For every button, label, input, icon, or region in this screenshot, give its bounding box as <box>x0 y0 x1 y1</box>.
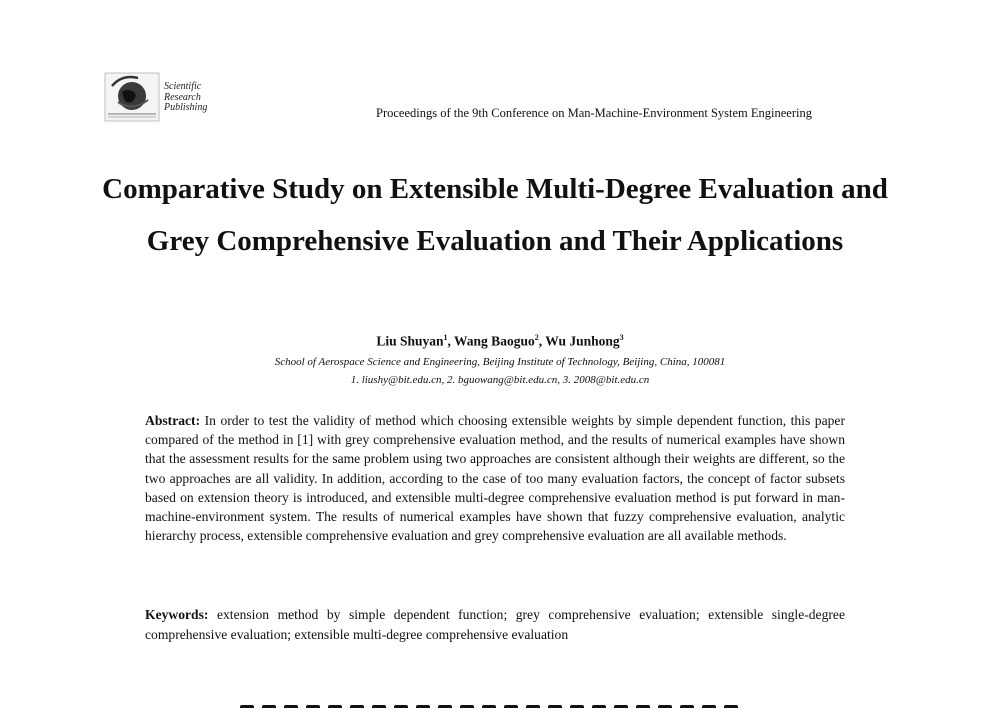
keywords <box>145 605 845 644</box>
abstract-label: Abstract: <box>145 413 201 428</box>
affiliation: School of Aerospace Science and Engineering, Beijing Institute of Technology, Beijing, China, 100081 <box>274 356 726 368</box>
author-affiliation-mark: 2 <box>534 333 539 342</box>
author-name: Liu Shuyan <box>376 333 444 349</box>
author-affiliation-mark: 1 <box>443 333 448 342</box>
globe-logo-icon <box>104 72 160 122</box>
abstract-text: In order to test the validity of method which choosing extensible weights by simple dependent function, this paper compared of the method in [1] with grey comprehensive evaluation method, and the results of numerical examples have shown that the assessment results for the same problem using two approaches are consistent although their weights are different, so the two approaches are all validity. In addition, according to the case of too many evaluation factors, the concept of factor subsets based on extension theory is introduced, and extensible multi-degree comprehensive evaluation method is put forward in man-machine-environment system. The results of numerical examples have shown that fuzzy comprehensive evaluation, analytic hierarchy process, extensible comprehensive evaluation and grey comprehensive evaluation are all available methods. <box>145 413 845 544</box>
abstract <box>145 411 845 545</box>
author-affiliation-mark: 3 <box>619 333 624 342</box>
author-name: Wang Baoguo <box>454 333 535 349</box>
keywords-text: extension method by simple dependent function; grey comprehensive evaluation; extensible single-degree comprehensive evaluation; extensible multi-degree comprehensive evaluation <box>145 607 845 642</box>
author-separator: , <box>447 333 455 349</box>
publisher-name <box>164 82 207 114</box>
author-separator: , <box>538 333 546 349</box>
publisher-line-2: Research <box>164 91 201 103</box>
cut-off-next-line <box>240 700 760 708</box>
publisher-logo <box>104 72 224 124</box>
publisher-line-1: Scientific <box>164 81 202 92</box>
author-list <box>0 333 1000 350</box>
author-emails: 1. liushy@bit.edu.cn, 2. bguowang@bit.edu.cn, 3. 2008@bit.edu.cn <box>350 374 650 386</box>
keywords-label: Keywords: <box>145 607 209 622</box>
publisher-line-3: Publishing <box>164 102 208 113</box>
author-name: Wu Junhong <box>545 333 620 349</box>
running-header: Proceedings of the 9th Conference on Man-Machine-Environment System Engineering <box>376 106 812 120</box>
paper-title: Comparative Study on Extensible Multi-Degree Evaluation and Grey Comprehensive Evaluation and Their Applications <box>102 173 888 257</box>
